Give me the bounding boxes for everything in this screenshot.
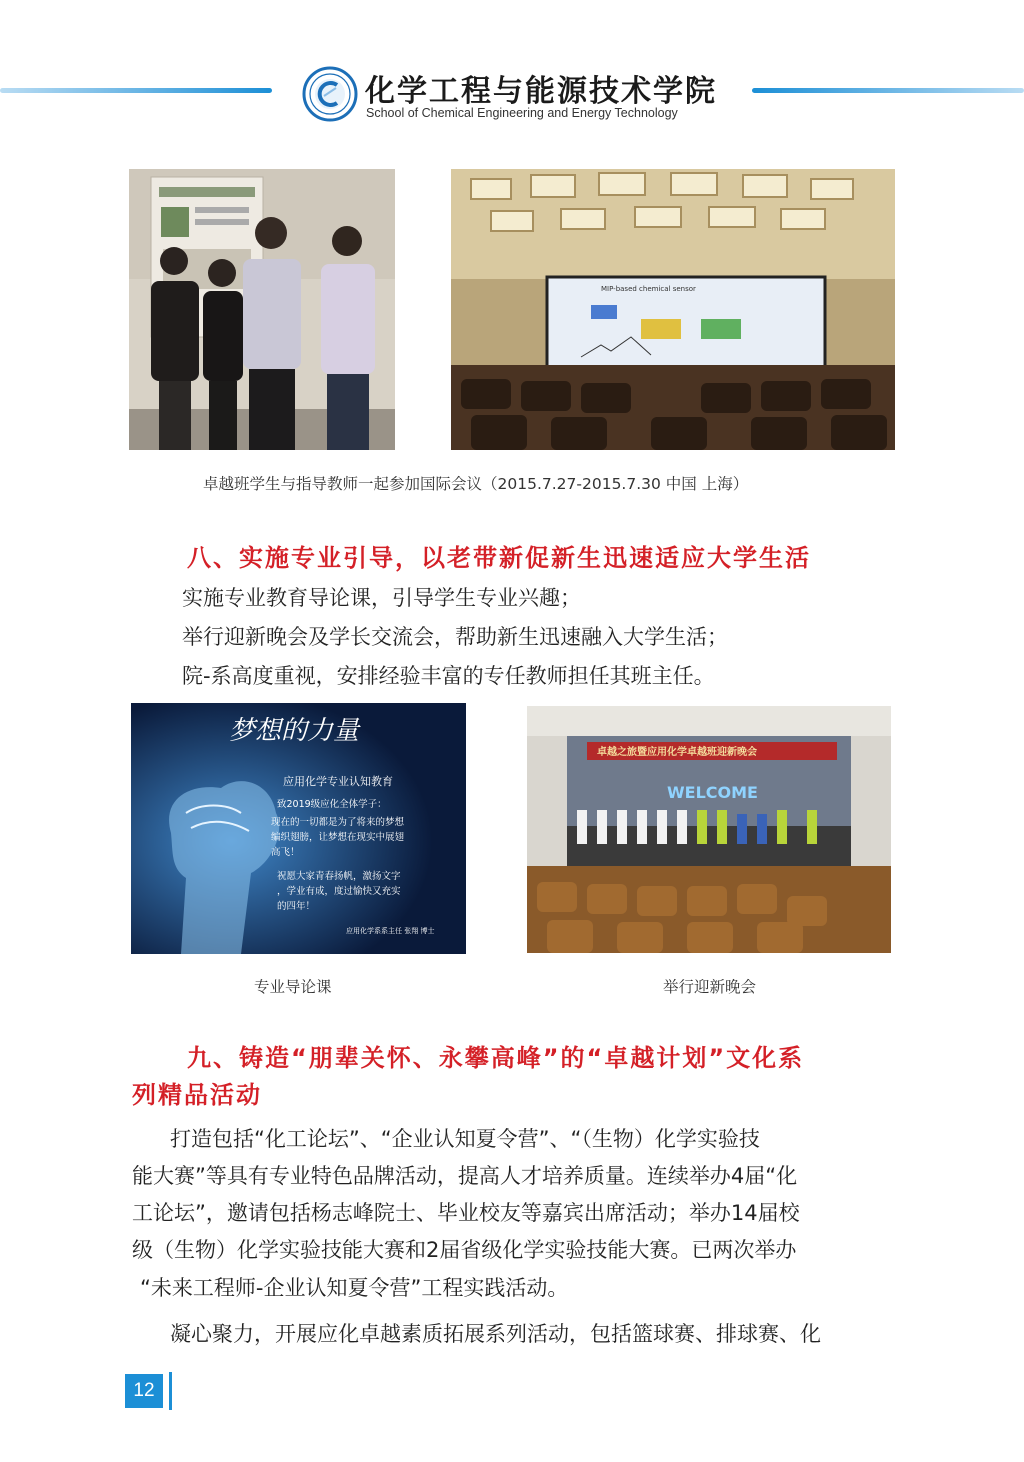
slide-title: MIP-based chemical sensor xyxy=(601,285,696,293)
welcome-party-stage-photo xyxy=(527,706,891,953)
conference-caption: 卓越班学生与指导教师一起参加国际会议（2015.7.27-2015.7.30 中国 上海） xyxy=(203,475,749,493)
section9-para2: 凝心聚力，开展应化卓越素质拓展系列活动，包括篮球赛、排球赛、化 xyxy=(170,1322,821,1346)
school-logo xyxy=(302,66,358,122)
header-rule-left xyxy=(0,88,272,93)
students-with-poster-photo xyxy=(129,169,395,450)
poster-wish-2: ，学业有成，度过愉快又充实 xyxy=(277,886,401,897)
page-number-bar xyxy=(169,1372,172,1410)
poster-body-1: 现在的一切都是为了将来的梦想 xyxy=(271,817,405,828)
poster-greeting: 致2019级应化全体学子： xyxy=(277,799,387,810)
dream-power-fist-poster xyxy=(131,703,466,954)
section8-line-3: 院-系高度重视，安排经验丰富的专任教师担任其班主任。 xyxy=(182,664,715,688)
poster-headline: 梦想的力量 xyxy=(229,716,360,746)
stage-welcome-sign: WELCOME xyxy=(667,783,758,802)
poster-body-3: 高飞！ xyxy=(271,847,300,858)
school-name-en: School of Chemical Engineering and Energy Technology xyxy=(366,106,678,120)
section8-line-1: 实施专业教育导论课，引导学生专业兴趣； xyxy=(182,586,581,610)
section9-para1-line5: “未来工程师-企业认知夏令营”工程实践活动。 xyxy=(140,1276,569,1300)
lecture-caption: 专业导论课 xyxy=(254,978,332,996)
page-number: 12 xyxy=(125,1374,163,1408)
section9-para1-line2: 能大赛”等具有专业特色品牌活动，提高人才培养质量。连续举办4届“化 xyxy=(132,1164,798,1188)
conference-hall-photo xyxy=(451,169,895,450)
section9-title-line1: 九、铸造“朋辈关怀、永攀高峰”的“卓越计划”文化系 xyxy=(187,1044,805,1072)
poster-signature: 应用化学系系主任 张翔 博士 xyxy=(346,927,435,935)
poster-body-2: 编织翅膀，让梦想在现实中展翅 xyxy=(271,832,405,843)
school-name-cn: 化学工程与能源技术学院 xyxy=(365,74,717,109)
party-caption: 举行迎新晚会 xyxy=(663,978,757,996)
section8-title: 八、实施专业引导，以老带新促新生迅速适应大学生活 xyxy=(187,544,811,572)
poster-subtitle: 应用化学专业认知教育 xyxy=(283,775,393,788)
section9-para1-line4: 级（生物）化学实验技能大赛和2届省级化学实验技能大赛。已两次举办 xyxy=(132,1238,797,1262)
section8-line-2: 举行迎新晚会及学长交流会，帮助新生迅速融入大学生活； xyxy=(182,625,728,649)
poster-wish-3: 的四年！ xyxy=(277,901,316,912)
poster-wish-1: 祝愿大家青春扬帆，激扬文字 xyxy=(277,871,401,882)
section9-para1-line3: 工论坛”，邀请包括杨志峰院士、毕业校友等嘉宾出席活动；举办14届校 xyxy=(132,1201,800,1225)
stage-banner: 卓越之旅暨应用化学卓越班迎新晚会 xyxy=(597,747,757,758)
section9-para1-line1: 打造包括“化工论坛”、“企业认知夏令营”、“（生物）化学实验技 xyxy=(170,1127,760,1151)
section9-title-line2: 列精品活动 xyxy=(132,1081,262,1109)
header-rule-right xyxy=(752,88,1024,93)
